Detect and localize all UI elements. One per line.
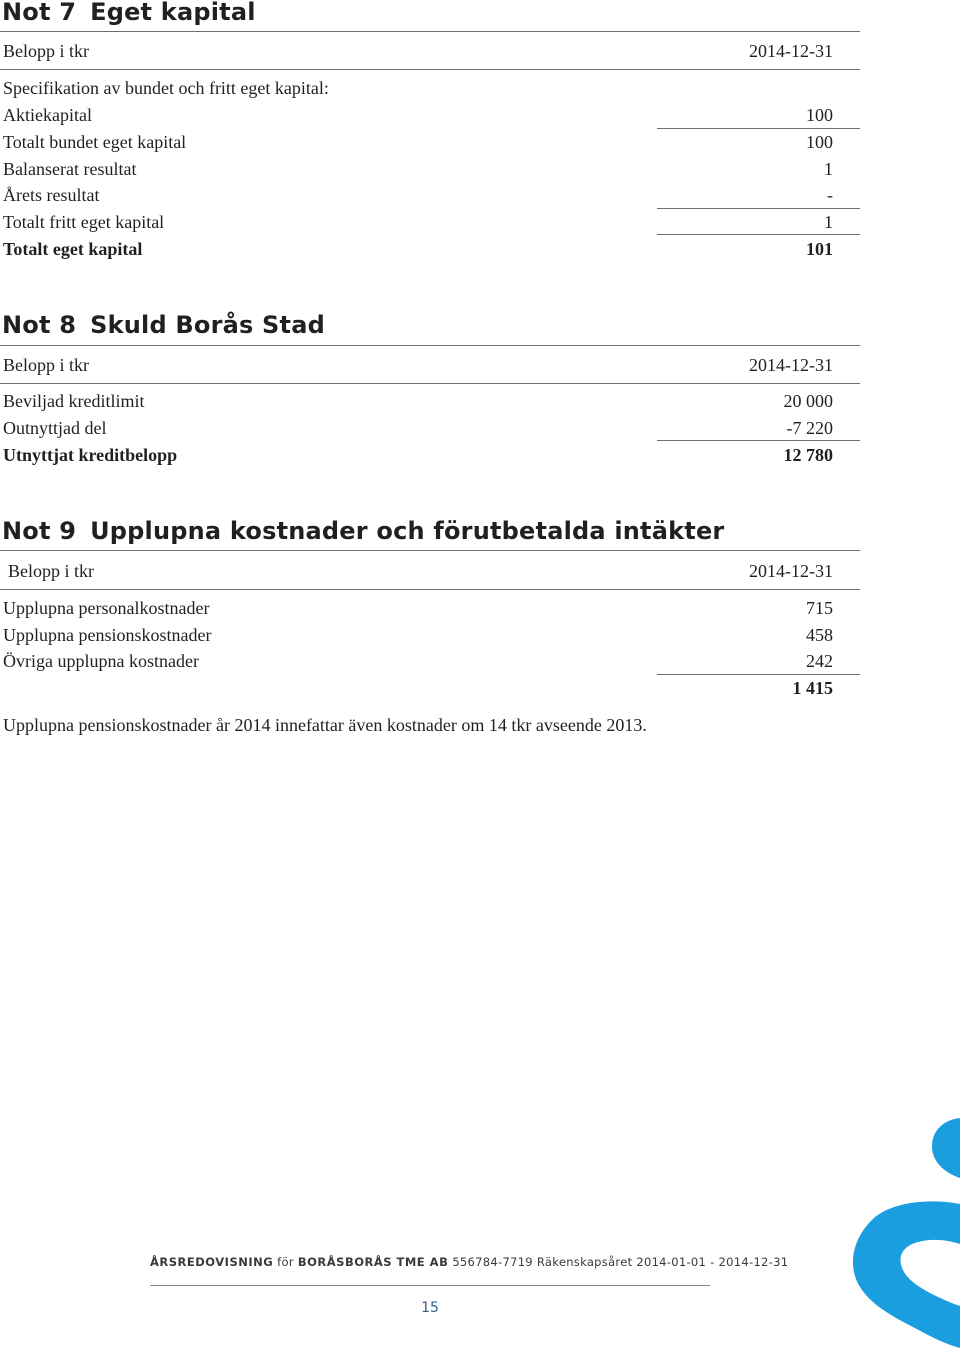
row-value: 101 xyxy=(806,239,833,259)
row-label: Totalt fritt eget kapital xyxy=(3,212,165,232)
not7-header-label: Belopp i tkr xyxy=(3,41,89,61)
not8-header-rule xyxy=(0,383,860,384)
page-footer xyxy=(150,1255,788,1269)
row-value: 12 780 xyxy=(783,445,833,465)
row-label: Outnyttjad del xyxy=(3,418,107,438)
not7-title: Eget kapital xyxy=(90,0,256,26)
table-row xyxy=(3,156,833,182)
row-label: Balanserat resultat xyxy=(3,159,137,179)
row-value: -7 220 xyxy=(786,418,833,438)
footer-for: för xyxy=(277,1255,294,1269)
table-row-total xyxy=(3,442,833,468)
not9-header-row xyxy=(8,558,833,584)
row-label: Totalt bundet eget kapital xyxy=(3,132,187,152)
row-label: Aktiekapital xyxy=(3,105,92,125)
not7-subtitle-row xyxy=(3,75,833,101)
logo-shape xyxy=(853,1201,960,1348)
row-label: Upplupna pensionskostnader xyxy=(3,625,212,645)
table-row xyxy=(3,388,833,414)
not9-header-rule xyxy=(0,589,860,590)
table-row-total xyxy=(3,236,833,262)
not8-top-rule xyxy=(0,345,860,346)
table-row xyxy=(3,648,833,674)
not8-header-row xyxy=(3,352,833,378)
not7-header-rule xyxy=(0,69,860,70)
not8-number: Not 8 xyxy=(2,311,77,339)
row-value: 1 xyxy=(824,212,833,232)
row-value: 1 xyxy=(824,159,833,179)
not7-header-date: 2014-12-31 xyxy=(749,41,833,61)
row-label: Upplupna personalkostnader xyxy=(3,598,210,618)
footer-orgnr-period: 556784-7719 Räkenskapsåret 2014-01-01 - 2014-12-31 xyxy=(452,1255,789,1269)
row-label: Utnyttjat kreditbelopp xyxy=(3,445,178,465)
not8-title: Skuld Borås Stad xyxy=(90,311,325,339)
row-value: 715 xyxy=(806,598,833,618)
table-row xyxy=(3,129,833,155)
footer-company: BORÅSBORÅS TME AB xyxy=(297,1255,449,1269)
row-value: 1 415 xyxy=(792,678,833,698)
total-rule xyxy=(657,440,860,441)
table-row xyxy=(3,209,833,235)
table-row xyxy=(3,102,833,128)
table-row xyxy=(3,415,833,441)
table-row xyxy=(3,622,833,648)
not7-number: Not 7 xyxy=(2,0,77,26)
row-value: - xyxy=(827,185,833,205)
logo-shape xyxy=(932,1118,960,1178)
not7-header-row xyxy=(3,38,833,64)
row-value: 100 xyxy=(806,132,833,152)
row-value: 458 xyxy=(806,625,833,645)
not9-footnote: Upplupna pensionskostnader år 2014 innefattar även kostnader om 14 tkr avseende 2013. xyxy=(3,715,647,735)
not9-title: Upplupna kostnader och förutbetalda intäkter xyxy=(90,517,725,545)
footer-report-label: ÅRSREDOVISNING xyxy=(150,1255,274,1269)
not7-subtitle: Specifikation av bundet och fritt eget kapital: xyxy=(3,78,329,98)
row-label: Årets resultat xyxy=(3,185,100,205)
row-label: Övriga upplupna kostnader xyxy=(3,651,199,671)
not9-heading xyxy=(2,517,724,545)
not8-heading xyxy=(2,311,325,339)
row-value: 242 xyxy=(806,651,833,671)
not9-number: Not 9 xyxy=(2,517,77,545)
brand-logo-icon xyxy=(840,1110,960,1348)
table-row xyxy=(3,182,833,208)
table-row-total xyxy=(3,675,833,701)
not7-top-rule xyxy=(0,31,860,32)
page-number: 15 xyxy=(421,1300,439,1316)
table-row xyxy=(3,595,833,621)
not9-top-rule xyxy=(0,550,860,551)
footer-rule xyxy=(150,1285,710,1286)
not9-header-date: 2014-12-31 xyxy=(749,561,833,581)
not9-header-label: Belopp i tkr xyxy=(8,561,94,581)
not7-heading xyxy=(2,0,256,26)
not8-header-date: 2014-12-31 xyxy=(749,355,833,375)
row-value: 100 xyxy=(806,105,833,125)
total-rule xyxy=(657,234,860,235)
row-value: 20 000 xyxy=(783,391,833,411)
not8-header-label: Belopp i tkr xyxy=(3,355,89,375)
row-label: Beviljad kreditlimit xyxy=(3,391,145,411)
row-label: Totalt eget kapital xyxy=(3,239,143,259)
